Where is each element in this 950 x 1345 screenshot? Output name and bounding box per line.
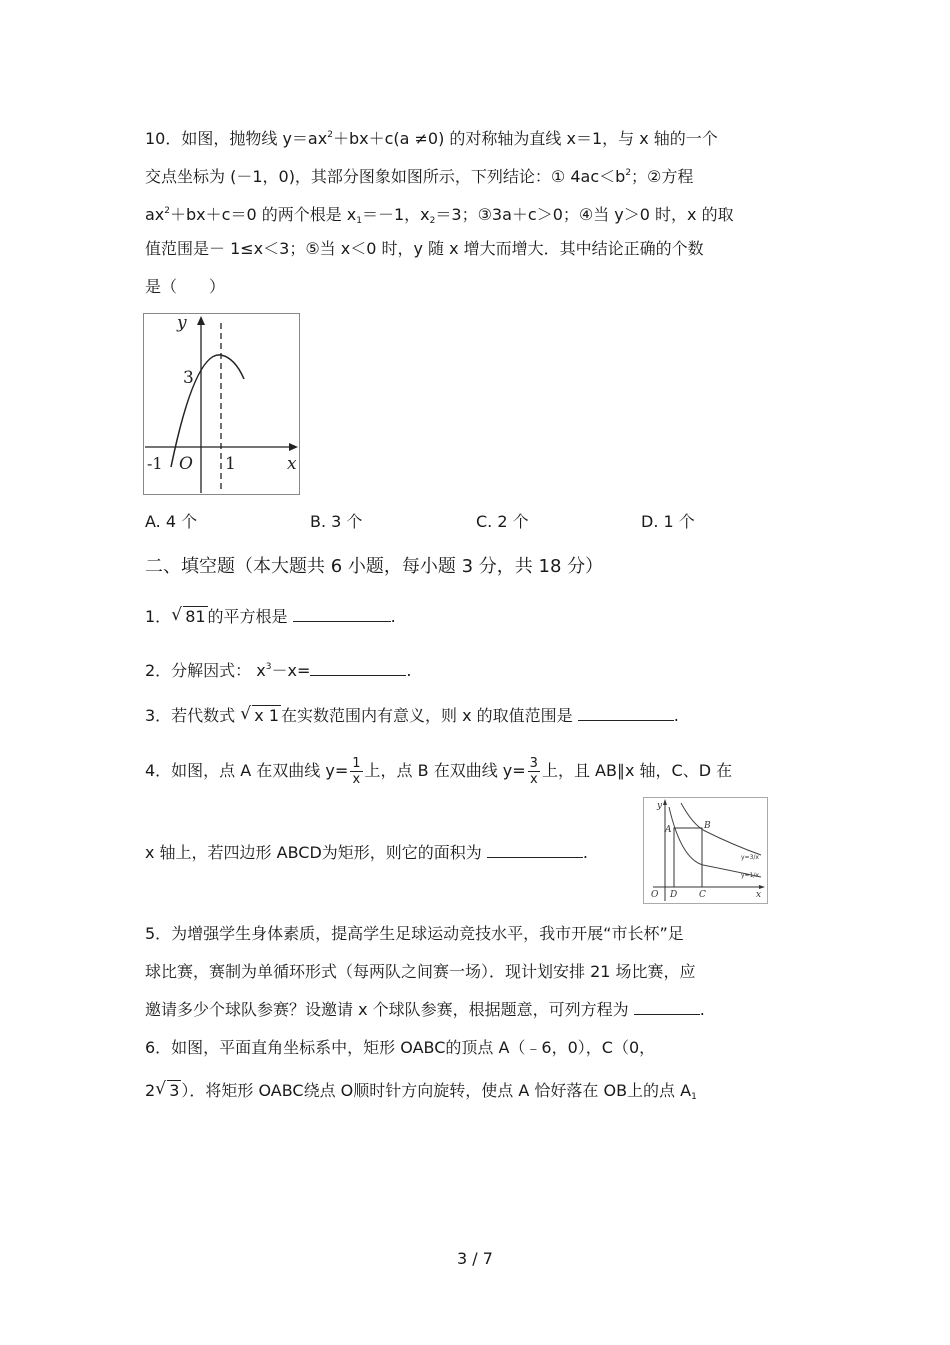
sqrt-81: √ 81 xyxy=(171,605,206,626)
fill-question-4-line-1: 4．如图，点 A 在双曲线 y= $\frac{1}{x}$ 上，点 B 在双曲线 y= $\frac{3}{x}$ 上，且 AB∥x 轴，C、D 在 xyxy=(145,756,733,787)
fill-question-5-line-2: 球比赛，赛制为单循环形式（每两队之间赛一场）．现计划安排 21 场比赛，应 xyxy=(145,962,696,981)
option-a: A. 4 个 xyxy=(145,512,198,531)
option-c: C. 2 个 xyxy=(476,512,529,531)
parabola-figure xyxy=(143,313,300,495)
sqrt-x-1: √ x 1 xyxy=(240,704,280,725)
fraction-1-over-x: $\frac{1}{x}$ xyxy=(352,756,361,787)
fill-question-6-line-2: 2 √ 3 ）．将矩形 OABC绕点 O顺时针方向旋转，使点 A 恰好落在 OB上的点 $A_1$ xyxy=(145,1079,697,1102)
fig-label-origin: O xyxy=(179,454,193,474)
fill-question-5-line-1: 5．为增强学生身体素质，提高学生足球运动竞技水平，我市开展“市长杯”足 xyxy=(145,924,684,943)
fraction-3-over-x: $\frac{3}{x}$ xyxy=(529,756,538,787)
fig-label-3: 3 xyxy=(183,368,194,388)
fig4-label-b: B xyxy=(704,821,711,831)
hyperbola-figure xyxy=(643,797,768,904)
q10-line-5: 是（ ） xyxy=(145,277,226,296)
option-d: D. 1 个 xyxy=(641,512,695,531)
fill-question-5-line-3: 邀请多少个球队参赛？设邀请 x 个球队参赛，根据题意，可列方程为 . xyxy=(145,1000,705,1019)
answer-blank-5 xyxy=(634,1000,700,1015)
q10-line-2: 交点坐标为 (－1，0)，其部分图象如图所示，下列结论：① $4ac<b^2$；②方程 xyxy=(145,167,694,186)
q10-line-4: 值范围是－ 1≤x＜3；⑤当 x＜0 时，y 随 x 增大而增大．其中结论正确的个数 xyxy=(145,239,704,258)
fill-question-1: 1． √ 81 的平方根是 . xyxy=(145,605,396,626)
fig4-y-label: y xyxy=(657,801,663,811)
fill-question-2: 2．分解因式： $x^3-x=$ . xyxy=(145,661,412,680)
q10-line-3: $ax^2+bx+c=0$ 的两个根是 $x_1=-1$，$x_2=3$；③3a＋c＞0；④当 y＞0 时，x 的取 xyxy=(145,205,734,226)
fig-y-label: y xyxy=(177,313,187,333)
section-heading: 二、填空题（本大题共 6 小题，每小题 3 分，共 18 分） xyxy=(145,556,604,577)
fig-label-1: 1 xyxy=(225,454,236,474)
answer-blank-4 xyxy=(487,843,583,858)
fill-question-4-line-2: x 轴上，若四边形 ABCD为矩形，则它的面积为 . xyxy=(145,843,588,862)
page-number: 3 / 7 xyxy=(457,1249,493,1268)
fig4-label-c: C xyxy=(699,890,706,900)
q10-line-1: 10．如图，抛物线 $y=ax^2+bx+c(a \ne 0)$ 的对称轴为直线 x＝1，与 x 轴的一个 xyxy=(145,129,718,148)
fig4-label-d: D xyxy=(670,890,678,900)
answer-blank-3 xyxy=(578,706,674,721)
option-b: B. 3 个 xyxy=(310,512,363,531)
sqrt-3: √ 3 xyxy=(155,1079,180,1100)
answer-blank-2 xyxy=(310,661,406,676)
fill-question-3: 3．若代数式 √ x 1 在实数范围内有意义，则 x 的取值范围是 . xyxy=(145,704,679,725)
fig-label-neg1: -1 xyxy=(147,454,163,473)
fig4-curve-label-3: y=3/x xyxy=(741,854,759,861)
fig4-curve-label-1: y=1/x xyxy=(741,872,759,879)
fig4-label-a: A xyxy=(665,825,672,835)
answer-blank-1 xyxy=(293,607,391,622)
fig4-x-label: x xyxy=(756,890,762,900)
fill-question-6-line-1: 6．如图，平面直角坐标系中，矩形 OABC的顶点 A（﹣6，0），C（0， xyxy=(145,1038,656,1057)
fig-x-label: x xyxy=(287,454,297,474)
fig4-label-o: O xyxy=(651,890,659,900)
